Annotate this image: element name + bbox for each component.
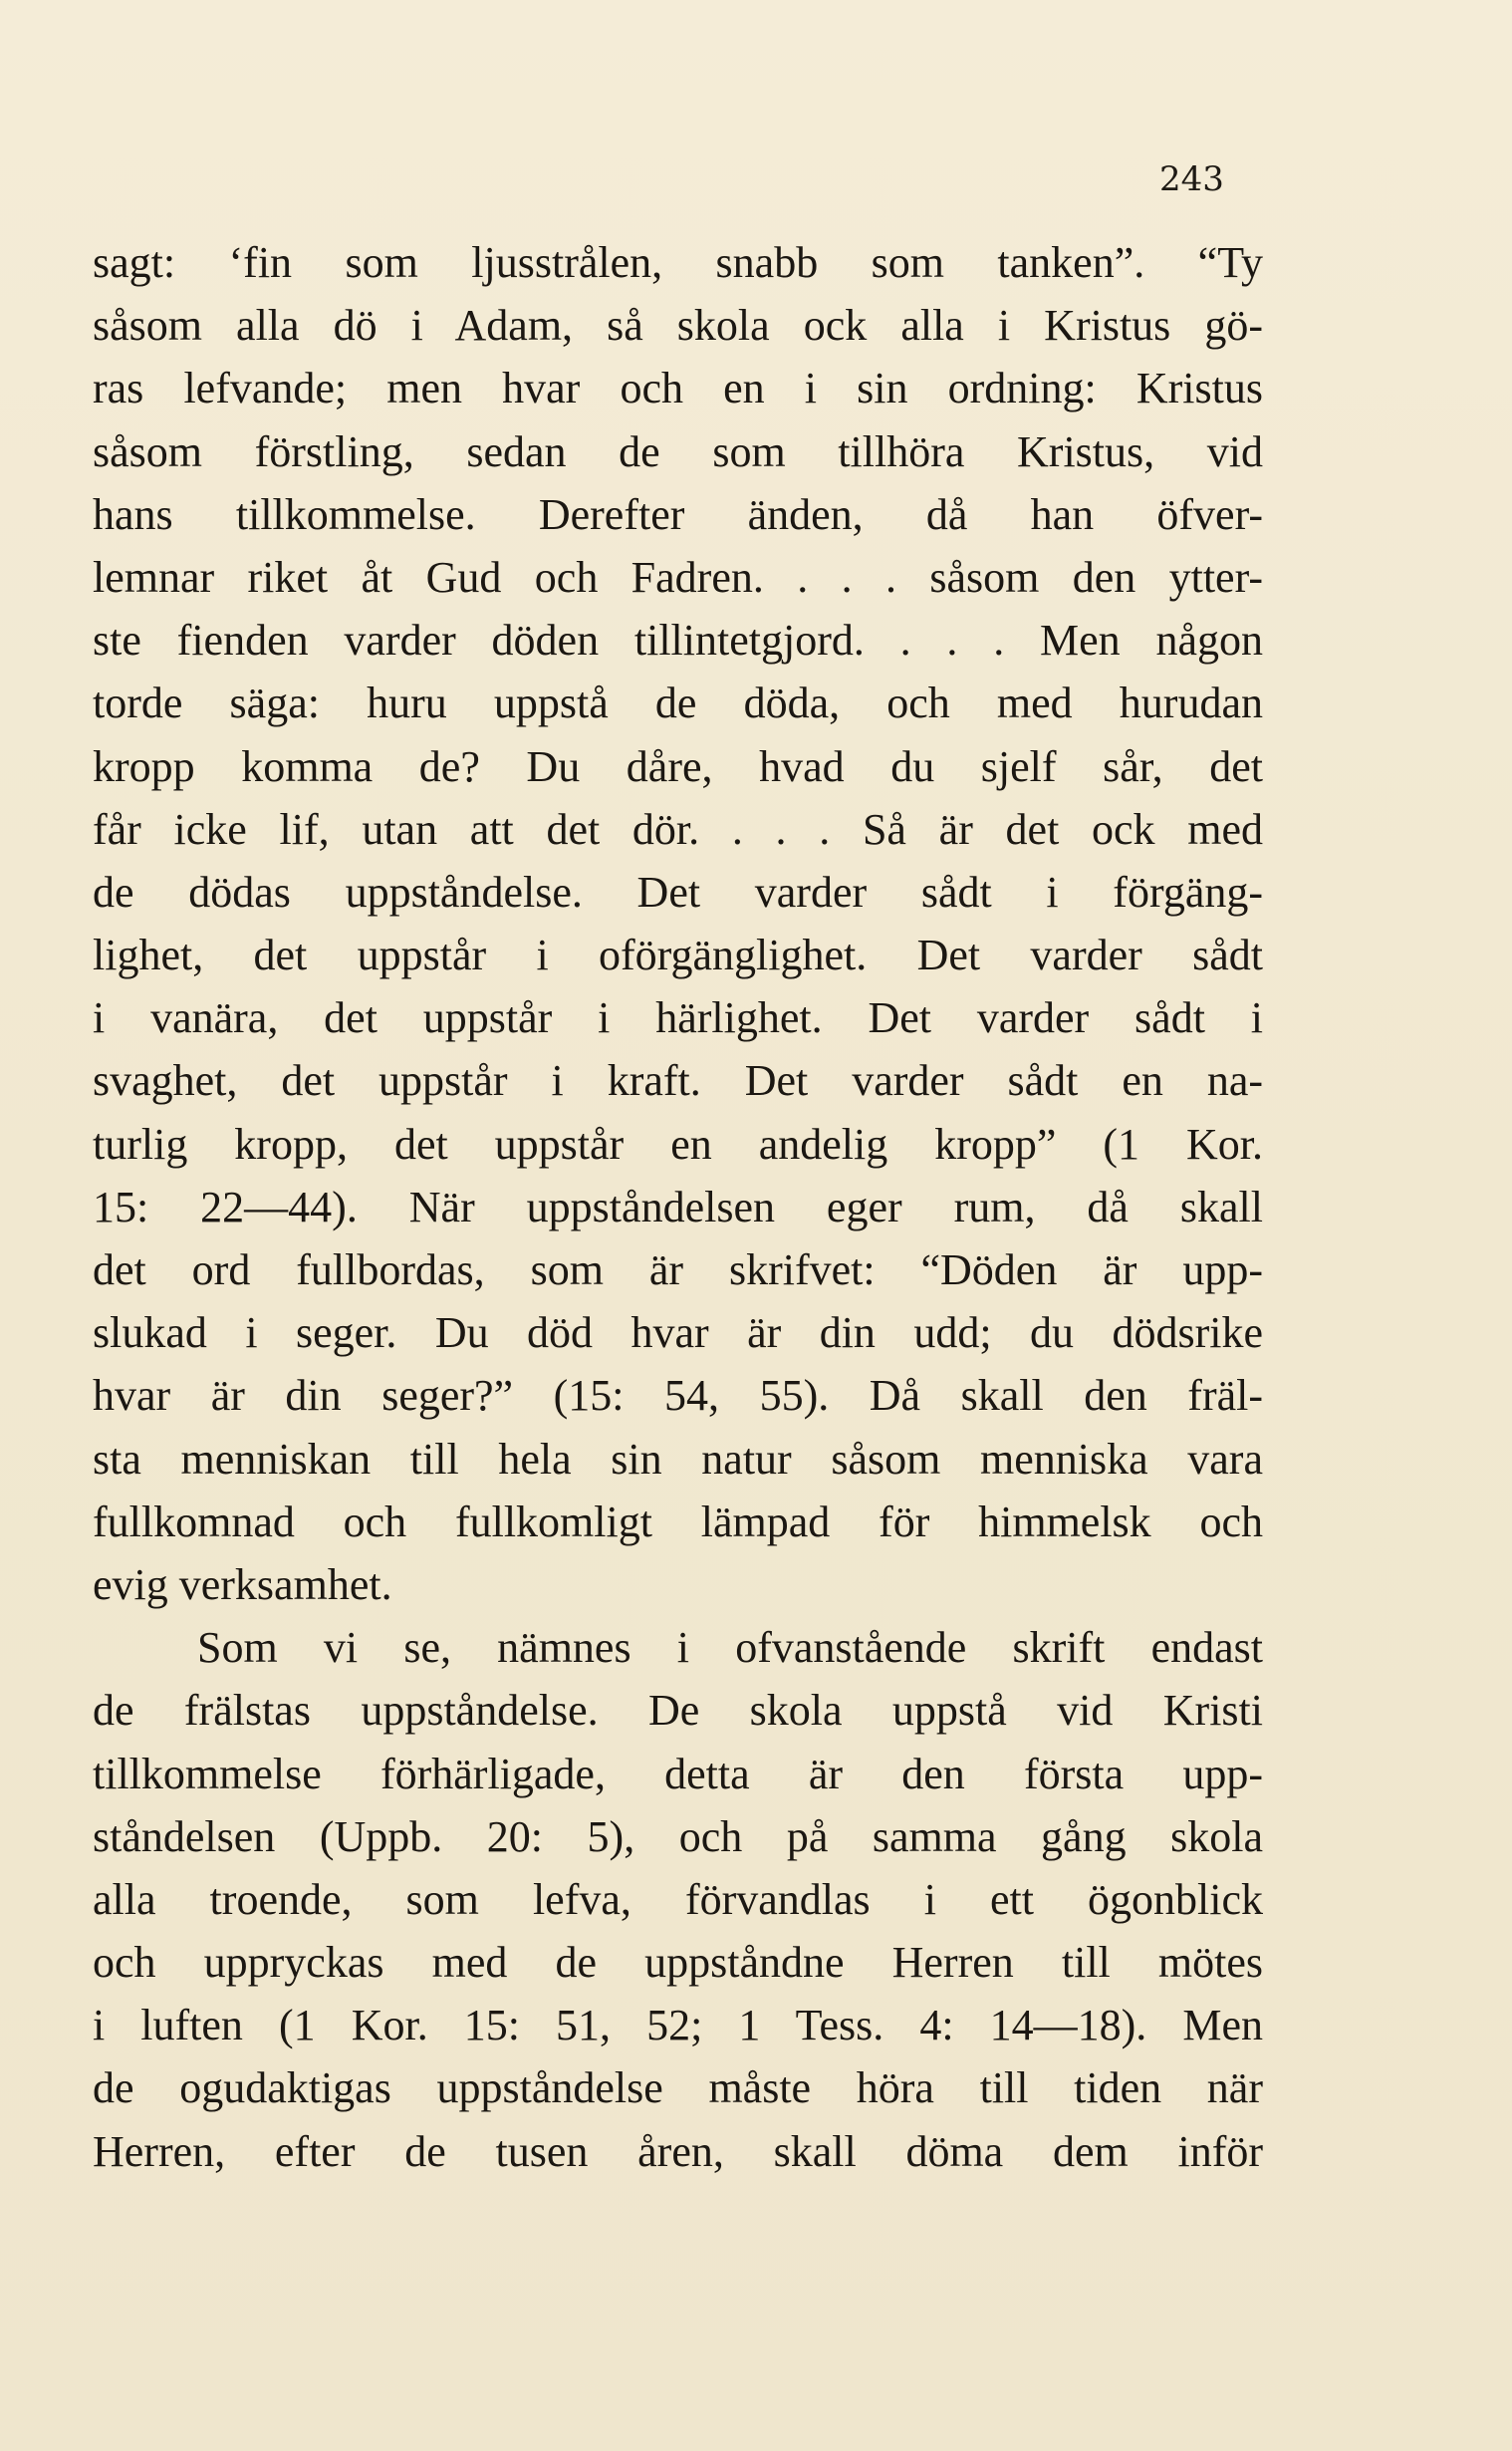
text-line: lemnar riket åt Gud och Fadren. . . . såsom den ytter- [93, 552, 1263, 602]
text-line: torde säga: huru uppstå de döda, och med hurudan [93, 679, 1263, 728]
text-line: turlig kropp, det uppstår en andelig kropp” (1 Kor. [93, 1119, 1263, 1169]
text-line: lighet, det uppstår i oförgänglighet. Det varder sådt [93, 931, 1263, 980]
text-line: hans tillkommelse. Derefter änden, då han öfver- [93, 489, 1263, 539]
text-line: hvar är din seger?” (15: 54, 55). Då skall den fräl- [93, 1371, 1263, 1421]
text-line: kropp komma de? Du dåre, hvad du sjelf sår, det [93, 741, 1263, 791]
text-line: fullkomnad och fullkomligt lämpad för himmelsk och [93, 1497, 1263, 1546]
text-line: såsom alla dö i Adam, så skola ock alla i Kristus gö- [93, 301, 1263, 351]
text-line: ras lefvande; men hvar och en i sin ordning: Kristus [93, 364, 1263, 413]
page-number: 243 [1159, 159, 1224, 199]
text-line: i luften (1 Kor. 15: 51, 52; 1 Tess. 4: 14—18). Men [93, 2001, 1263, 2050]
text-line: alla troende, som lefva, förvandlas i ett ögonblick [93, 1874, 1263, 1924]
text-line: svaghet, det uppstår i kraft. Det varder sådt en na- [93, 1056, 1263, 1106]
text-line: tillkommelse förhärligade, detta är den första upp- [93, 1749, 1263, 1798]
text-line: sagt: ‘fin som ljusstrålen, snabb som tanken”. “Ty [93, 238, 1263, 287]
text-line: ståndelsen (Uppb. 20: 5), och på samma gång skola [93, 1811, 1263, 1861]
paragraph-start-line: Som vi se, nämnes i ofvanstående skrift endast [197, 1623, 1263, 1673]
text-line: såsom förstling, sedan de som tillhöra Kristus, vid [93, 426, 1263, 476]
text-line: de ogudaktigas uppståndelse måste höra till tiden när [93, 2063, 1263, 2113]
text-line: slukad i seger. Du död hvar är din udd; du dödsrike [93, 1308, 1263, 1358]
paragraph-end-line: evig verksamhet. [93, 1559, 392, 1609]
text-line: och uppryckas med de uppståndne Herren till mötes [93, 1938, 1263, 1988]
text-line: får icke lif, utan att det dör. . . . Så är det ock med [93, 804, 1263, 854]
text-line: de frälstas uppståndelse. De skola uppstå vid Kristi [93, 1686, 1263, 1736]
text-line: ste fienden varder döden tillintetgjord. . . . Men någon [93, 616, 1263, 666]
text-line: Herren, efter de tusen åren, skall döma dem inför [93, 2126, 1263, 2176]
text-line: sta menniskan till hela sin natur såsom menniska vara [93, 1434, 1263, 1484]
body-text [93, 231, 1263, 2183]
text-line: i vanära, det uppstår i härlighet. Det varder sådt i [93, 993, 1263, 1043]
text-line: 15: 22—44). När uppståndelsen eger rum, då skall [93, 1182, 1263, 1231]
text-line: de dödas uppståndelse. Det varder sådt i förgäng- [93, 867, 1263, 917]
text-line: det ord fullbordas, som är skrifvet: “Döden är upp- [93, 1245, 1263, 1294]
